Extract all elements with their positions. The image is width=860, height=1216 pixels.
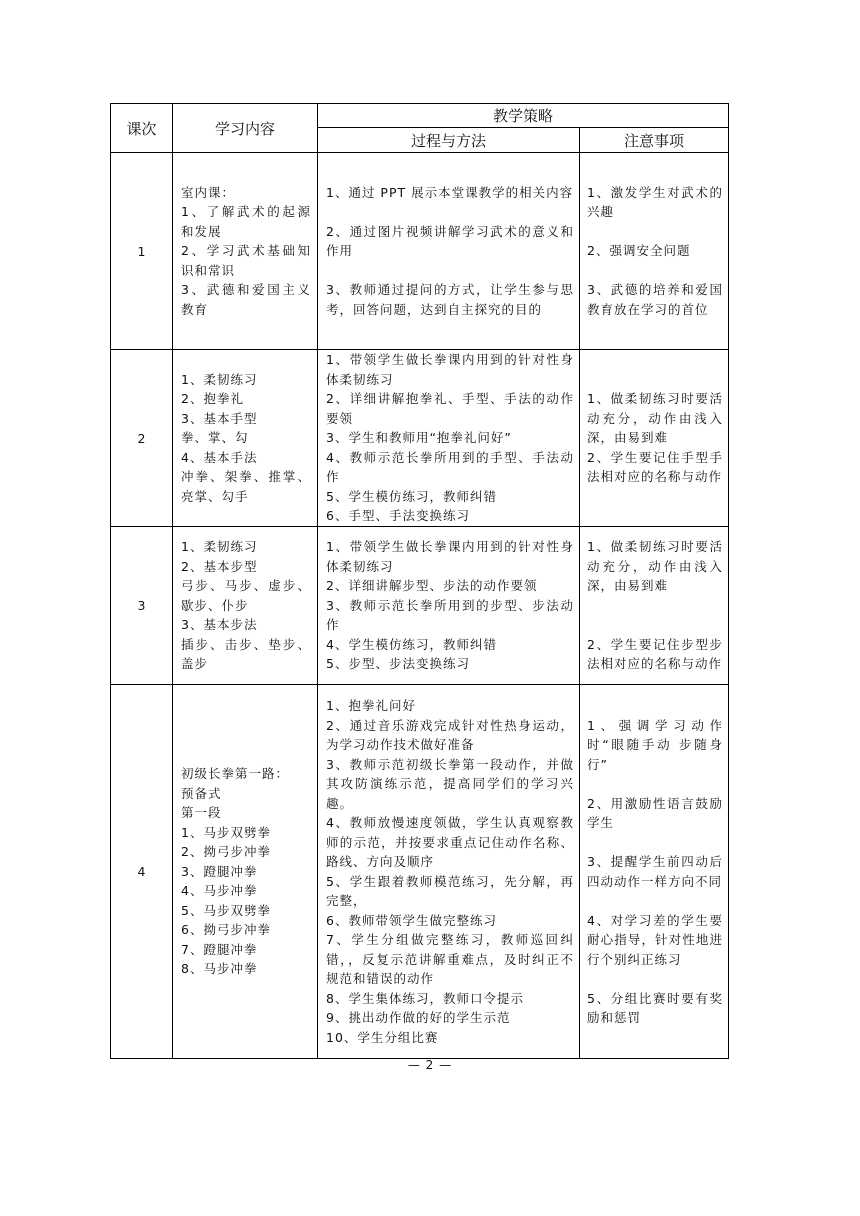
lesson-plan-table: [110, 103, 729, 1059]
table-row: [111, 527, 729, 685]
process-method: 1、抱拳礼问好 2、通过音乐游戏完成针对性热身运动，为学习动作技术做好准备 3、教师示范初级长拳第一段动作，并做其攻防演练示范，提高同学们的学习兴趣。 4、教师放慢速度领做，学生认真观察教师的示范，并按要求重点记住动作名称、路线、方向及顺序 5、学生跟着教师模范练习，先分解，再完整， 6、教师带领学生做完整练习 7、学生分组做完整练习，教师巡回纠错，，反复示范讲解重难点，及时纠正不规范和错误的动作 8、学生集体练习，教师口令提示 9、挑出动作做的好的学生示范 10、学生分组比赛: [318, 685, 580, 1059]
notes: 1、强调学习动作时“眼随手动 步随身行” 2、用激励性语言鼓励学生 3、提醒学生前四动后四动动作一样方向不同 4、对学习差的学生要耐心指导，针对性地进行个别纠正练习 5、分组比赛时要有奖励和惩罚: [580, 685, 729, 1059]
lesson-number: 4: [111, 685, 173, 1059]
header-method: 过程与方法: [318, 128, 580, 153]
header-lesson: 课次: [111, 104, 173, 153]
header-notes: 注意事项: [580, 128, 729, 153]
lesson-number: 2: [111, 350, 173, 527]
process-method: 1、带领学生做长拳课内用到的针对性身体柔韧练习 2、详细讲解抱拳礼、手型、手法的动作要领 3、学生和教师用“抱拳礼问好” 4、教师示范长拳所用到的手型、手法动作 5、学生模仿练习，教师纠错 6、手型、手法变换练习: [318, 350, 580, 527]
header-content: 学习内容: [173, 104, 318, 153]
header-row-top: [111, 104, 729, 128]
learning-content: 1、柔韧练习 2、基本步型 弓步、马步、虚步、歇步、仆步 3、基本步法 插步、击步、垫步、盖步: [173, 527, 318, 685]
process-method: 1、通过 PPT 展示本堂课教学的相关内容 2、通过图片视频讲解学习武术的意义和作用 3、教师通过提问的方式，让学生参与思考，回答问题，达到自主探究的目的: [318, 153, 580, 350]
learning-content: 室内课： 1、了解武术的起源和发展 2、学习武术基础知识和常识 3、武德和爱国主义教育: [173, 153, 318, 350]
lesson-number: 1: [111, 153, 173, 350]
lesson-number: 3: [111, 527, 173, 685]
table-row: [111, 350, 729, 527]
table-row: [111, 153, 729, 350]
notes: 1、做柔韧练习时要活动充分，动作由浅入深，由易到难 2、学生要记住步型步法相对应的名称与动作: [580, 527, 729, 685]
header-strategy: 教学策略: [318, 104, 729, 128]
learning-content: 1、柔韧练习 2、抱拳礼 3、基本手型 拳、掌、勾 4、基本手法 冲拳、架拳、推掌、亮掌、勾手: [173, 350, 318, 527]
table-row: [111, 685, 729, 1059]
learning-content: 初级长拳第一路： 预备式 第一段 1、马步双劈拳 2、拗弓步冲拳 3、蹬腿冲拳 4、马步冲拳 5、马步双劈拳 6、拗弓步冲拳 7、蹬腿冲拳 8、马步冲拳: [173, 685, 318, 1059]
notes: 1、激发学生对武术的兴趣 2、强调安全问题 3、武德的培养和爱国教育放在学习的首位: [580, 153, 729, 350]
notes: 1、做柔韧练习时要活动充分，动作由浅入深，由易到难 2、学生要记住手型手法相对应的名称与动作: [580, 350, 729, 527]
page-number: — 2 —: [407, 1058, 453, 1072]
process-method: 1、带领学生做长拳课内用到的针对性身体柔韧练习 2、详细讲解步型、步法的动作要领 3、教师示范长拳所用到的步型、步法动作 4、学生模仿练习，教师纠错 5、步型、步法变换练习: [318, 527, 580, 685]
